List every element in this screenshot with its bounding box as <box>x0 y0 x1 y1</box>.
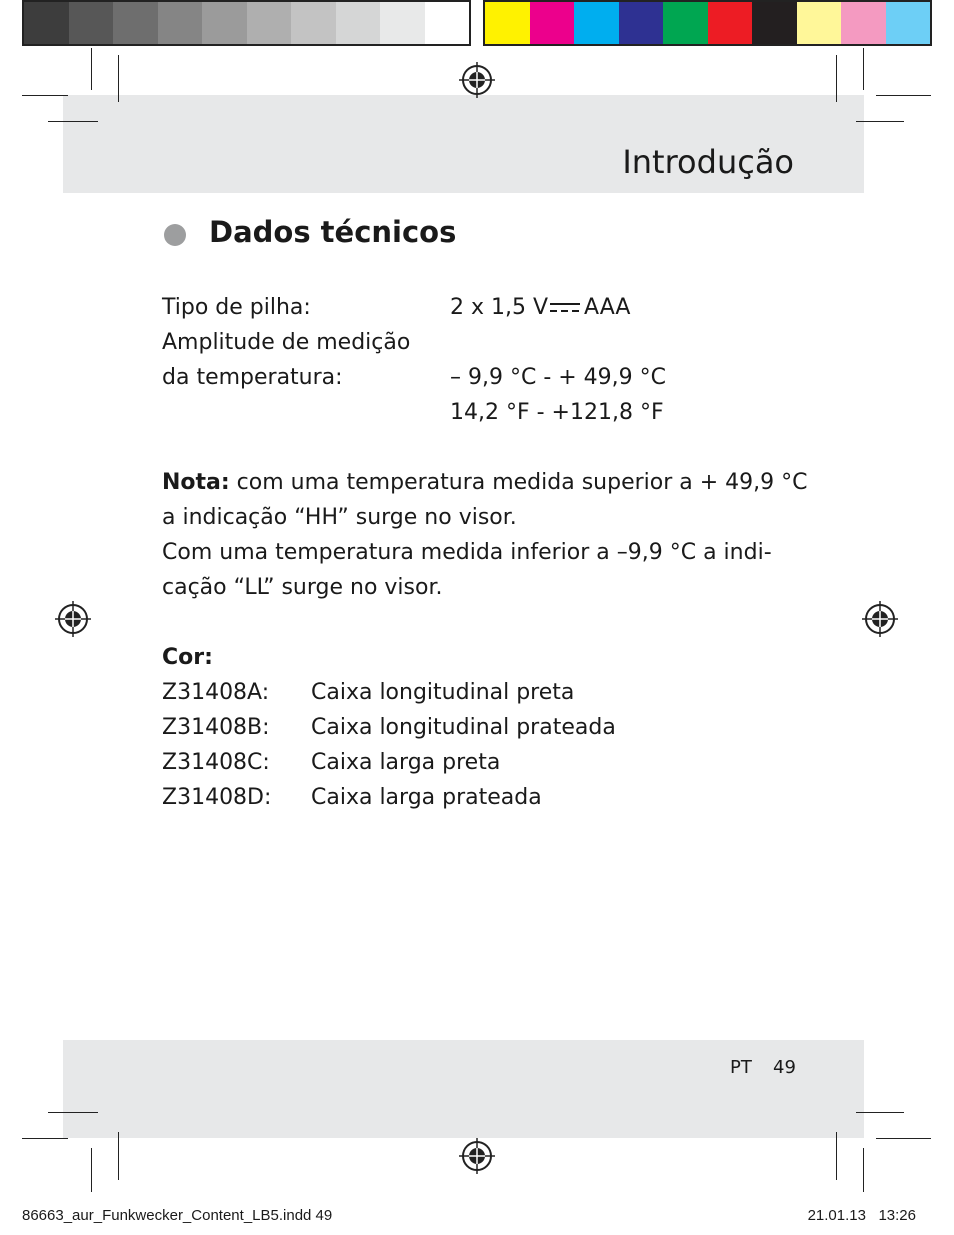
gray-swatch <box>158 2 203 44</box>
crop-mark <box>22 1138 68 1139</box>
color-swatch <box>841 2 886 44</box>
crop-mark <box>118 55 119 102</box>
range-celsius: – 9,9 °C - + 49,9 °C <box>450 365 667 390</box>
battery-voltage: 2 x 1,5 V <box>450 295 549 320</box>
color-swatch <box>619 2 664 44</box>
crop-mark <box>48 121 98 122</box>
list-item-code: Z31408C: <box>162 750 270 775</box>
list-item-code: Z31408B: <box>162 715 270 740</box>
note-line1 <box>162 465 808 500</box>
direct-current-icon <box>550 301 580 315</box>
page-title: Introdução <box>622 143 794 181</box>
crop-mark <box>876 1138 931 1139</box>
battery-type-label: Tipo de pilha: <box>162 295 311 320</box>
color-swatch <box>574 2 619 44</box>
registration-mark-icon <box>862 601 898 637</box>
list-item-code: Z31408D: <box>162 785 272 810</box>
gray-swatch <box>425 2 470 44</box>
gray-swatch <box>291 2 336 44</box>
list-item-code: Z31408A: <box>162 680 270 705</box>
gray-swatch <box>247 2 292 44</box>
note-line2: a indicação “HH” surge no visor. <box>162 505 517 530</box>
list-item-desc: Caixa larga preta <box>311 750 501 775</box>
color-swatch <box>708 2 753 44</box>
footer-band <box>63 1040 864 1138</box>
crop-mark <box>91 1148 92 1192</box>
note-line4: cação “LL” surge no visor. <box>162 575 443 600</box>
range-fahrenheit: 14,2 °F - +121,8 °F <box>450 400 664 425</box>
crop-mark <box>876 95 931 96</box>
battery-size: AAA <box>584 295 631 320</box>
registration-mark-icon <box>459 62 495 98</box>
color-swatch <box>530 2 575 44</box>
crop-mark <box>856 1112 904 1113</box>
slug-filename: 86663_aur_Funkwecker_Content_LB5.indd 49 <box>22 1207 333 1224</box>
section-bullet-icon <box>164 224 186 246</box>
color-swatch <box>752 2 797 44</box>
gray-swatch <box>24 2 69 44</box>
list-item-desc: Caixa longitudinal prateada <box>311 715 616 740</box>
crop-mark <box>856 121 904 122</box>
grayscale-color-bar <box>22 0 471 46</box>
slug-timestamp: 21.01.13 13:26 <box>807 1207 916 1224</box>
gray-swatch <box>113 2 158 44</box>
crop-mark <box>22 95 68 96</box>
range-label-line2: da temperatura: <box>162 365 343 390</box>
note-line3: Com uma temperatura medida inferior a –9,9 °C a indi- <box>162 540 772 565</box>
crop-mark <box>91 48 92 90</box>
gray-swatch <box>336 2 381 44</box>
color-swatch <box>886 2 931 44</box>
gray-swatch <box>380 2 425 44</box>
crop-mark <box>836 55 837 102</box>
process-color-bar <box>483 0 932 46</box>
note-label: Nota: <box>162 470 230 495</box>
crop-mark <box>863 1148 864 1192</box>
color-swatch <box>797 2 842 44</box>
range-label-line1: Amplitude de medição <box>162 330 411 355</box>
color-label: Cor: <box>162 645 213 670</box>
battery-type-value <box>450 290 630 325</box>
list-item-desc: Caixa larga prateada <box>311 785 542 810</box>
note-text: com uma temperatura medida superior a + 49,9 °C <box>229 470 808 495</box>
crop-mark <box>48 1112 98 1113</box>
crop-mark <box>118 1132 119 1180</box>
crop-mark <box>836 1132 837 1180</box>
page-language: PT <box>730 1057 752 1078</box>
section-title: Dados técnicos <box>209 215 457 249</box>
registration-mark-icon <box>459 1138 495 1174</box>
registration-mark-icon <box>55 601 91 637</box>
gray-swatch <box>69 2 114 44</box>
crop-mark <box>863 48 864 90</box>
gray-swatch <box>202 2 247 44</box>
list-item-desc: Caixa longitudinal preta <box>311 680 575 705</box>
color-swatch <box>485 2 530 44</box>
color-swatch <box>663 2 708 44</box>
page-number: 49 <box>773 1057 796 1078</box>
